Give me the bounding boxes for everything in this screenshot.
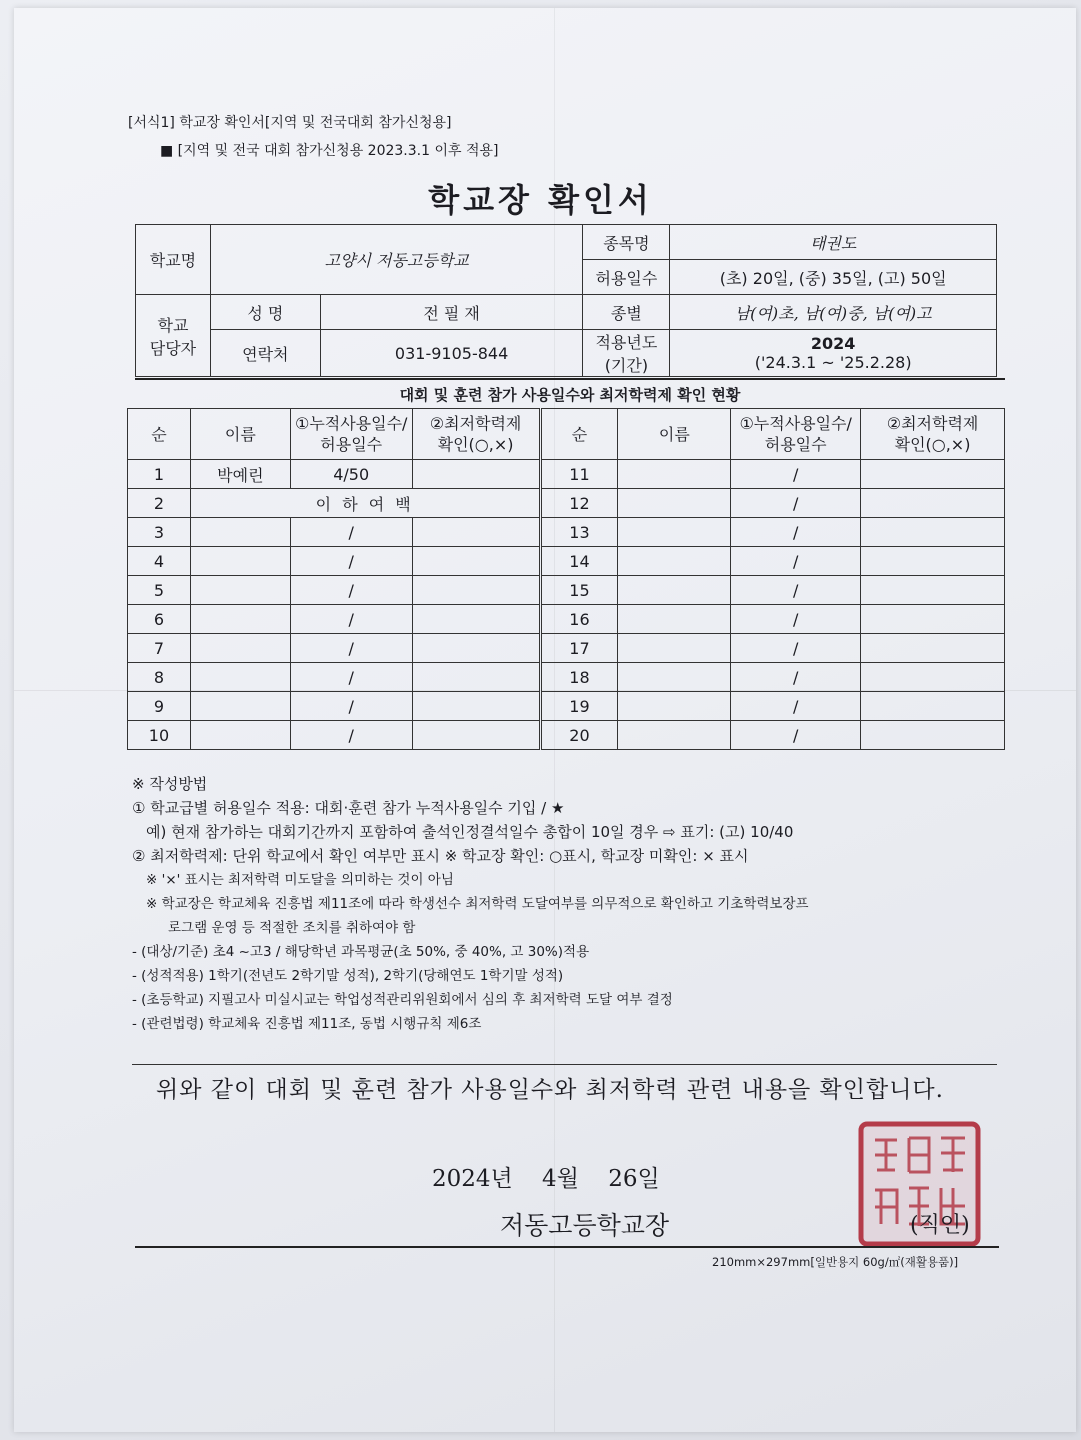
row-acad (412, 692, 540, 721)
row-no: 9 (128, 692, 191, 721)
row-no: 15 (540, 576, 618, 605)
row-no: 7 (128, 634, 191, 663)
row-no: 11 (540, 460, 618, 489)
col-days-line1: ①누적사용일수/ (294, 414, 408, 433)
divider (132, 1064, 997, 1065)
page-title: 학교장 확인서 (428, 181, 653, 219)
row-acad (412, 605, 540, 634)
manager-label-line2: 담당자 (149, 338, 197, 358)
row-name (190, 605, 290, 634)
detail-2: - (성적적용) 1학기(전년도 2학기말 성적), 2학기(당해연도 1학기말 성적) (132, 968, 564, 984)
instructions (132, 772, 1012, 1036)
row-no: 14 (540, 547, 618, 576)
instruction-2-note-b1: ※ 학교장은 학교체육 진흥법 제11조에 따라 학생선수 최저학력 도달여부를 의무적으로 확인하고 기초학력보장프 (146, 896, 809, 912)
detail-3: - (초등학교) 지필고사 미실시교는 학업성적관리위원회에서 심의 후 최저학력 도달 여부 결정 (132, 992, 673, 1008)
confirmation-statement: 위와 같이 대회 및 훈련 참가 사용일수와 최저학력 관련 내용을 확인합니다. (156, 1077, 944, 1103)
form-title: [서식1] 학교장 확인서[지역 및 전국대회 참가신청용] (128, 115, 452, 131)
row-no: 10 (128, 721, 191, 750)
school-label: 학교명 (136, 225, 211, 295)
table-row (128, 489, 1005, 518)
col-acad-line2: 확인(○,×) (437, 435, 514, 454)
instructions-heading: ※ 작성방법 (132, 775, 208, 793)
detail-4: - (관련법령) 학교체육 진흥법 제11조, 동법 시행규칙 제6조 (132, 1016, 482, 1032)
instruction-2-note-a: ※ '×' 표시는 최저학력 미도달을 의미하는 것이 아님 (146, 872, 454, 888)
row-no: 1 (128, 460, 191, 489)
instruction-1: ① 학교급별 허용일수 적용: 대회·훈련 참가 누적사용일수 기입 / ★ (132, 799, 565, 817)
table-row (128, 692, 1005, 721)
row-name (190, 692, 290, 721)
instruction-2: ② 최저학력제: 단위 학교에서 확인 여부만 표시 ※ 학교장 확인: ○표시, 학교장 미확인: × 표시 (132, 847, 749, 865)
row-acad (861, 518, 1005, 547)
col-no: 순 (128, 409, 191, 460)
row-acad (412, 518, 540, 547)
year-label (583, 330, 670, 377)
row-no: 2 (128, 489, 191, 518)
info-table (135, 224, 997, 377)
year-label-line1: 적용년도 (595, 333, 658, 352)
principal-title: 저동고등학교장 (500, 1211, 670, 1240)
row-name: 박예린 (190, 460, 290, 489)
row-acad (861, 576, 1005, 605)
table-row (128, 605, 1005, 634)
gender-value: 남(여)초, 남(여)중, 남(여)고 (670, 295, 997, 330)
row-name (618, 576, 731, 605)
school-name: 고양시 저동고등학교 (210, 225, 583, 295)
detail-1: - (대상/기준) 초4 ~고3 / 해당학년 과목평균(초 50%, 중 40%, 고 30%)적용 (132, 944, 590, 960)
sport-label: 종목명 (583, 225, 670, 260)
table-row (128, 460, 1005, 489)
row-name (618, 460, 731, 489)
row-days: / (731, 489, 861, 518)
row-name (618, 692, 731, 721)
row-no: 6 (128, 605, 191, 634)
instruction-1-example: 예) 현재 참가하는 대회기간까지 포함하여 출석인정결석일수 총합이 10일 경우 ⇨ 표기: (고) 10/40 (146, 823, 794, 841)
row-name (190, 576, 290, 605)
period-value: ('24.3.1 ~ '25.2.28) (754, 353, 912, 372)
table-row (128, 547, 1005, 576)
col-name: 이름 (618, 409, 731, 460)
row-name (618, 634, 731, 663)
year-label-line2: (기간) (604, 356, 649, 375)
row-merged-note: 이 하 여 백 (190, 489, 540, 518)
row-days: / (731, 605, 861, 634)
row-days: / (290, 721, 412, 750)
usage-table (127, 408, 1005, 750)
row-no: 13 (540, 518, 618, 547)
row-name (618, 518, 731, 547)
row-name (190, 518, 290, 547)
col-days-line2: 허용일수 (320, 435, 383, 454)
allowed-days-label: 허용일수 (583, 260, 670, 295)
col-acad (861, 409, 1005, 460)
issue-date: 2024년 4월 26일 (432, 1166, 660, 1192)
row-name (190, 634, 290, 663)
manager-label (136, 295, 211, 377)
row-days: / (731, 692, 861, 721)
sport-value: 태권도 (670, 225, 997, 260)
col-acad-line2: 확인(○,×) (894, 435, 971, 454)
table-row (128, 663, 1005, 692)
stamp-label: (직인) (910, 1213, 970, 1238)
col-days (731, 409, 861, 460)
row-acad (861, 721, 1005, 750)
manager-label-line1: 학교 (157, 315, 189, 335)
gender-label: 종별 (583, 295, 670, 330)
row-name (618, 663, 731, 692)
col-no: 순 (540, 409, 618, 460)
contact-value: 031-9105-844 (320, 330, 583, 377)
name-label: 성 명 (210, 295, 320, 330)
row-acad (861, 634, 1005, 663)
col-acad (412, 409, 540, 460)
col-days-line2: 허용일수 (764, 435, 827, 454)
paper-size-note: 210mm×297mm[일반용지 60g/㎡(재활용품)] (712, 1255, 959, 1269)
row-days: 4/50 (290, 460, 412, 489)
row-acad (412, 663, 540, 692)
col-name: 이름 (190, 409, 290, 460)
row-days: / (290, 634, 412, 663)
contact-label: 연락처 (210, 330, 320, 377)
col-acad-line1: ②최저학력제 (886, 414, 979, 433)
row-no: 19 (540, 692, 618, 721)
year-value: 2024 (810, 334, 856, 353)
row-no: 17 (540, 634, 618, 663)
row-acad (412, 721, 540, 750)
row-no: 12 (540, 489, 618, 518)
row-days: / (731, 547, 861, 576)
row-acad (412, 634, 540, 663)
allowed-days-value: (초) 20일, (중) 35일, (고) 50일 (670, 260, 997, 295)
row-name (618, 547, 731, 576)
row-name (618, 721, 731, 750)
row-days: / (731, 663, 861, 692)
row-acad (861, 605, 1005, 634)
row-acad (861, 489, 1005, 518)
row-name (618, 489, 731, 518)
col-acad-line1: ②최저학력제 (429, 414, 522, 433)
row-days: / (290, 576, 412, 605)
row-name (190, 721, 290, 750)
row-no: 8 (128, 663, 191, 692)
row-no: 5 (128, 576, 191, 605)
row-acad (861, 547, 1005, 576)
bottom-divider (135, 1246, 999, 1248)
col-days-line1: ①누적사용일수/ (739, 414, 852, 433)
row-acad (412, 547, 540, 576)
row-acad (861, 663, 1005, 692)
table-row (128, 576, 1005, 605)
row-days: / (731, 460, 861, 489)
row-days: / (731, 576, 861, 605)
row-days: / (731, 721, 861, 750)
table-row (128, 721, 1005, 750)
table-header-row (128, 409, 1005, 460)
col-days (290, 409, 412, 460)
row-acad (412, 460, 540, 489)
row-no: 16 (540, 605, 618, 634)
row-days: / (731, 518, 861, 547)
manager-name: 전 필 재 (320, 295, 583, 330)
row-days: / (290, 663, 412, 692)
instruction-2-note-b2: 로그램 운영 등 적절한 조치를 취하여야 함 (168, 920, 416, 936)
row-days: / (290, 605, 412, 634)
table-row (128, 518, 1005, 547)
row-days: / (731, 634, 861, 663)
year-cell (670, 330, 997, 377)
table-row (128, 634, 1005, 663)
form-subtitle: ■ [지역 및 전국 대회 참가신청용 2023.3.1 이후 적용] (160, 143, 499, 159)
section-title: 대회 및 훈련 참가 사용일수와 최저학력제 확인 현황 (135, 378, 1005, 405)
row-name (190, 663, 290, 692)
row-acad (412, 576, 540, 605)
row-no: 4 (128, 547, 191, 576)
row-acad (861, 692, 1005, 721)
row-days: / (290, 692, 412, 721)
row-days: / (290, 547, 412, 576)
row-no: 3 (128, 518, 191, 547)
row-days: / (290, 518, 412, 547)
row-no: 18 (540, 663, 618, 692)
row-name (618, 605, 731, 634)
row-no: 20 (540, 721, 618, 750)
row-acad (861, 460, 1005, 489)
row-name (190, 547, 290, 576)
